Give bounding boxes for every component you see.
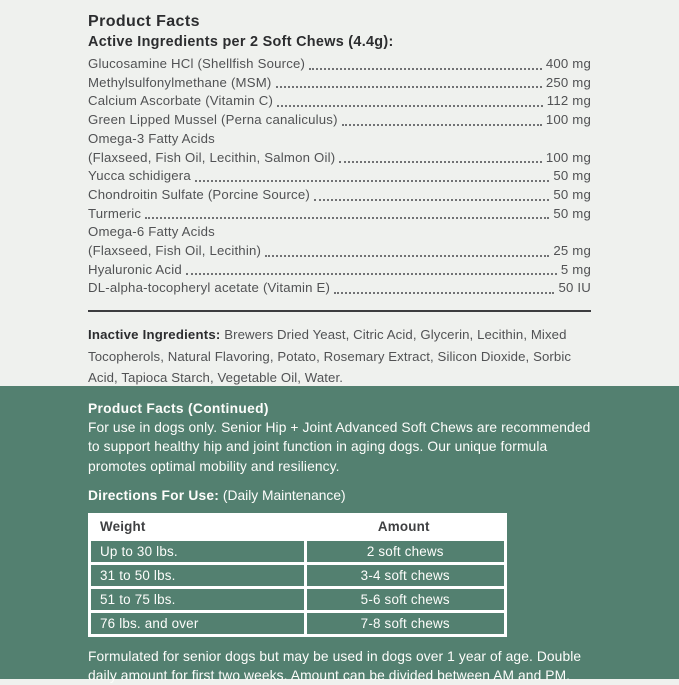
amount-cell: 5-6 soft chews [304,589,505,610]
dotted-leader [334,292,554,294]
ingredient-amount: 400 mg [545,56,591,71]
active-ingredients-list [88,55,591,298]
dotted-leader [277,105,543,107]
weight-cell: 51 to 75 lbs. [100,591,176,607]
ingredient-name: Green Lipped Mussel (Perna canaliculus) [88,112,338,128]
dotted-leader [314,199,549,201]
ingredient-amount: 25 mg [553,243,591,259]
ingredient-row [88,74,591,93]
ingredient-row [88,261,591,280]
footnote-text: Formulated for senior dogs but may be used in dogs over 1 year of age. Double daily amount for first two weeks. Amount can be divided between AM and PM. [88,648,582,684]
ingredient-amount: 50 mg [553,168,591,184]
product-facts-continued-panel [0,386,679,684]
dotted-leader [265,255,549,257]
table-row [91,610,504,634]
dosage-table-header [91,516,504,538]
dotted-leader [339,161,541,163]
ingredient-row [88,223,591,242]
ingredient-row [88,186,591,205]
ingredient-name: DL-alpha-tocopheryl acetate (Vitamin E) [88,280,331,296]
ingredient-amount: 50 IU [558,280,591,296]
ingredient-row [88,167,591,186]
ingredient-name: Chondroitin Sulfate (Porcine Source) [88,186,310,202]
dotted-leader [309,68,542,70]
ingredient-row [88,111,591,130]
ingredient-amount: 50 mg [553,205,591,221]
weight-cell: 31 to 50 lbs. [100,567,176,583]
active-ingredients-heading: Active Ingredients per 2 Soft Chews (4.4g): [88,34,394,50]
dosage-table-body [91,538,504,634]
ingredient-name: (Flaxseed, Fish Oil, Lecithin, Salmon Oil) [88,149,336,165]
ingredient-amount: 112 mg [546,93,591,109]
inactive-ingredients-label: Inactive Ingredients: [88,327,221,343]
continued-title: Product Facts (Continued) [88,401,269,416]
ingredient-row [88,149,591,168]
ingredient-name: Hyaluronic Acid [88,261,182,277]
amount-cell: 2 soft chews [304,541,505,562]
divider-rule [88,310,591,312]
dotted-leader [276,86,542,88]
dotted-leader [186,273,557,275]
page-title: Product Facts [88,13,200,30]
ingredient-name: Methylsulfonylmethane (MSM) [88,74,272,90]
dosage-table [88,513,507,637]
table-row [91,586,504,610]
directions-label: Directions For Use: [88,487,220,503]
amount-cell: 7-8 soft chews [304,613,505,634]
directions-note: (Daily Maintenance) [219,487,346,503]
ingredient-name: Glucosamine HCl (Shellfish Source) [88,56,306,71]
amount-cell: 3-4 soft chews [304,565,505,586]
ingredient-name: Turmeric [88,205,142,221]
amount-column-header: Amount [377,518,430,534]
ingredient-row [88,130,591,149]
directions-line [88,486,591,505]
dotted-leader [195,180,549,182]
ingredient-row [88,92,591,111]
dotted-leader [342,124,542,126]
weight-cell: Up to 30 lbs. [100,543,178,559]
weight-cell: 76 lbs. and over [100,615,199,631]
ingredient-name: Omega-3 Fatty Acids [88,130,215,146]
ingredient-row [88,242,591,261]
ingredient-name: Omega-6 Fatty Acids [88,224,215,240]
weight-column-header: Weight [100,518,146,534]
ingredient-row [88,205,591,224]
table-row [91,538,504,562]
ingredient-name: Calcium Ascorbate (Vitamin C) [88,93,274,109]
ingredient-row [88,279,591,298]
usage-description: For use in dogs only. Senior Hip + Joint Advanced Soft Chews are recommended to support healthy hip and joint function in aging dogs. Our unique formula promotes optimal mobility and resiliency. [88,420,591,474]
dotted-leader [145,217,549,219]
ingredient-row [88,55,591,74]
ingredient-amount: 50 mg [553,186,591,202]
inactive-ingredients-paragraph [88,324,593,386]
ingredient-amount: 5 mg [560,261,591,277]
ingredient-name: Yucca schidigera [88,168,191,184]
inactive-ingredients-text: Brewers Dried Yeast, Citric Acid, Glycerin, Lecithin, Mixed Tocopherols, Natural Flavoring, Potato, Rosemary Extract, Silicon Dioxide, Sorbic Acid, Tapioca Starch, Vegetable Oil, Water. [88,327,572,386]
ingredient-amount: 100 mg [545,149,591,165]
ingredient-amount: 100 mg [545,112,591,128]
table-row [91,562,504,586]
ingredient-amount: 250 mg [545,74,591,90]
ingredient-name: (Flaxseed, Fish Oil, Lecithin) [88,243,262,259]
